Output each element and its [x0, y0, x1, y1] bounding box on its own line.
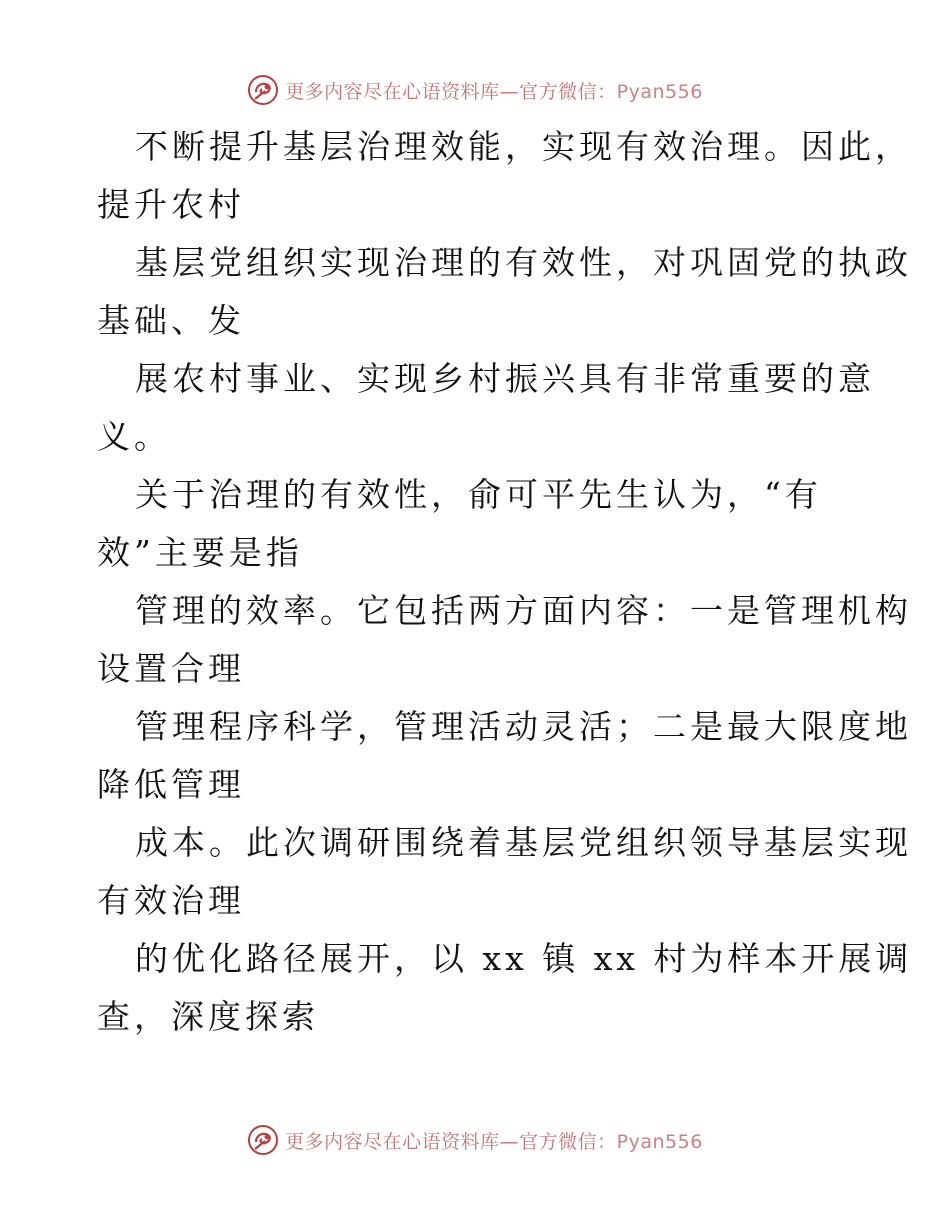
paragraph-line: 不断提升基层治理效能，实现有效治理。因此， [135, 127, 912, 166]
paragraph [0, 582, 950, 698]
paragraph [0, 118, 950, 234]
footer-watermark [0, 1120, 950, 1160]
paragraph-line: 效”主要是指 [97, 533, 303, 572]
paragraph-line: 关于治理的有效性，俞可平先生认为，“有 [135, 475, 822, 514]
watermark-handle: Pyan556 [616, 80, 703, 103]
watermark-text: 更多内容尽在心语资料库—官方微信：Pyan556 [285, 80, 703, 103]
paragraph [0, 234, 950, 350]
watermark-handle: Pyan556 [616, 1130, 703, 1153]
paragraph-line: 展农村事业、实现乡村振兴具有非常重要的意 [135, 359, 875, 398]
paragraph-line: 基础、发 [97, 301, 245, 340]
paragraph [0, 814, 950, 930]
paragraph-line: 基层党组织实现治理的有效性，对巩固党的执政 [135, 243, 912, 282]
paragraph-line: 提升农村 [97, 185, 245, 224]
paragraph-line: 降低管理 [97, 765, 245, 804]
header-watermark [0, 70, 950, 110]
rose-logo-icon [247, 74, 279, 106]
paragraph-line: 有效治理 [97, 881, 245, 920]
paragraph-line: 成本。此次调研围绕着基层党组织领导基层实现 [135, 823, 912, 862]
paragraph [0, 350, 950, 466]
paragraph [0, 698, 950, 814]
paragraph-line: 查，深度探索 [97, 997, 319, 1036]
paragraph-line: 管理的效率。它包括两方面内容：一是管理机构 [135, 591, 912, 630]
paragraph [0, 930, 950, 1046]
document-body [0, 118, 950, 1046]
rose-logo-icon [247, 1124, 279, 1156]
paragraph [0, 466, 950, 582]
watermark-text: 更多内容尽在心语资料库—官方微信：Pyan556 [285, 1130, 703, 1153]
paragraph-line: 义。 [97, 417, 171, 456]
paragraph-line: 管理程序科学，管理活动灵活；二是最大限度地 [135, 707, 912, 746]
paragraph-line: 的优化路径展开，以 xx 镇 xx 村为样本开展调 [135, 939, 913, 978]
paragraph-line: 设置合理 [97, 649, 245, 688]
